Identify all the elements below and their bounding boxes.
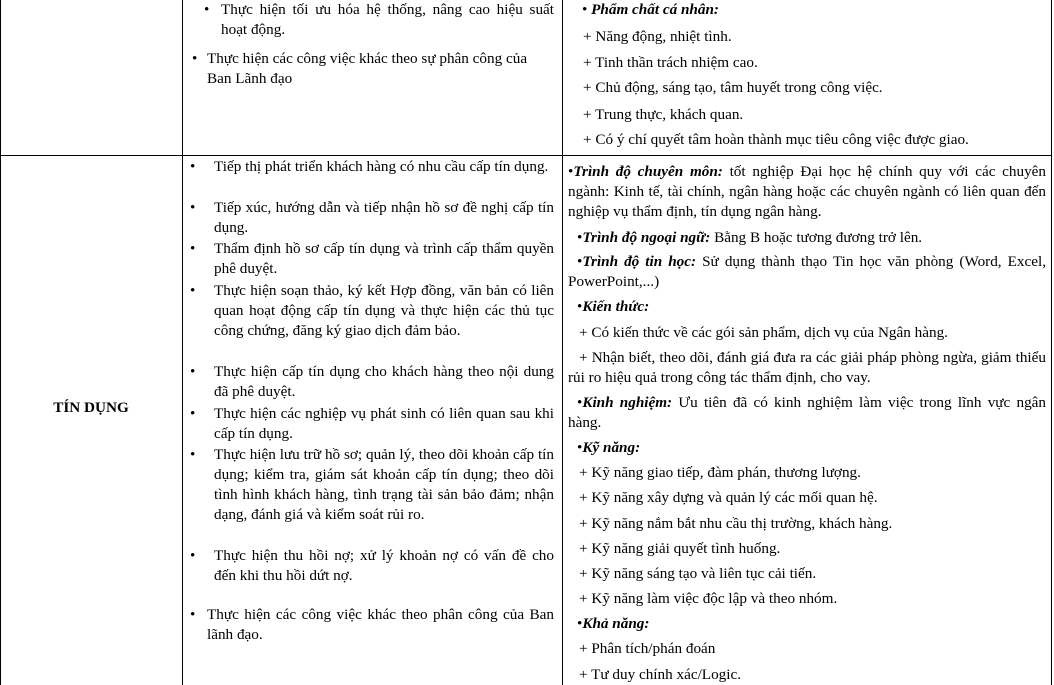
req-item: + Kỹ năng giao tiếp, đàm phán, thương lượng. [579, 464, 861, 481]
table-border-left [0, 0, 1, 685]
req-item: + Kỹ năng giải quyết tình huống. [579, 540, 781, 557]
duty-item: • Thực hiện các công việc khác theo sự phân công của Ban Lãnh đạo [192, 50, 528, 87]
duty-item: • Thực hiện các công việc khác theo phân công của Ban lãnh đạo. [190, 606, 554, 643]
duty-item: • Tiếp xúc, hướng dẫn và tiếp nhận hồ sơ đề nghị cấp tín dụng. [190, 199, 554, 236]
req-skills-heading: •Kỹ năng: [577, 439, 641, 456]
column-divider-1 [182, 0, 183, 685]
duty-item: • Thực hiện lưu trữ hồ sơ; quản lý, theo dõi khoản cấp tín dụng; kiểm tra, giám sát khoản cấp tín dụng; theo dõi tình hình khách hàng, tình trạng tài sản bảo đảm; nhận dạng, đánh giá và kiểm soát rủi ro. [190, 446, 554, 523]
column-divider-2 [562, 0, 563, 685]
duty-item: • Thực hiện cấp tín dụng cho khách hàng theo nội dung đã phê duyệt. [190, 363, 554, 400]
req-heading-personal-qualities: • Phẩm chất cá nhân: [582, 1, 719, 18]
req-item: + Chủ động, sáng tạo, tâm huyết trong công việc. [583, 79, 883, 96]
req-item: + Kỹ năng làm việc độc lập và theo nhóm. [579, 590, 838, 607]
req-item: + Có ý chí quyết tâm hoàn thành mục tiêu công việc được giao. [583, 131, 969, 148]
req-item: + Kỹ năng xây dựng và quản lý các mối quan hệ. [579, 489, 878, 506]
req-item: + Phân tích/phán đoán [579, 640, 716, 657]
req-it-skills: •Trình độ tin học: Sử dụng thành thạo Tin học văn phòng (Word, Excel, PowerPoint,...) [568, 253, 1047, 290]
duty-item: • Thẩm định hồ sơ cấp tín dụng và trình cấp thẩm quyền phê duyệt. [190, 240, 554, 277]
duty-item: • Thực hiện tối ưu hóa hệ thống, nâng cao hiệu suất hoạt động. [204, 1, 554, 38]
req-education: •Trình độ chuyên môn: tốt nghiệp Đại học hệ chính quy với các chuyên ngành: Kinh tế, tài chính, ngân hàng hoặc các chuyên ngành có liên quan đến nghiệp vụ thẩm định, tín dụng ngân hàng. [568, 163, 1046, 220]
req-item: + Tư duy chính xác/Logic. [579, 666, 742, 683]
req-item: + Kỹ năng nắm bắt nhu cầu thị trường, khách hàng. [579, 515, 893, 532]
req-item: + Có kiến thức về các gói sản phẩm, dịch vụ của Ngân hàng. [579, 324, 948, 341]
duty-item: • Thực hiện thu hồi nợ; xử lý khoản nợ có vấn đề cho đến khi thu hồi dứt nợ. [190, 547, 554, 584]
req-item: + Nhận biết, theo dõi, đánh giá đưa ra các giải pháp phòng ngừa, giảm thiểu rủi ro hiệu quả trong công tác thẩm định, cho vay. [568, 349, 1046, 386]
req-item: + Trung thực, khách quan. [583, 106, 744, 123]
department-name: TÍN DỤNG [53, 399, 129, 416]
req-item: + Kỹ năng sáng tạo và liên tục cải tiến. [579, 565, 817, 582]
req-item: + Tinh thần trách nhiệm cao. [583, 54, 758, 71]
table-border-right [1051, 0, 1052, 685]
duty-item: • Thực hiện soạn thảo, ký kết Hợp đồng, văn bản có liên quan hoạt động cấp tín dụng và thực hiện các thủ tục công chứng, đăng ký giao dịch đảm bảo. [190, 282, 554, 339]
req-experience: •Kinh nghiệm: Ưu tiên đã có kinh nghiệm làm việc trong lĩnh vực ngân hàng. [568, 394, 1046, 431]
row-divider [0, 155, 1052, 156]
req-item: + Năng động, nhiệt tình. [583, 28, 732, 45]
req-ability-heading: •Khả năng: [577, 615, 650, 632]
req-knowledge-heading: •Kiến thức: [577, 298, 650, 315]
duty-item: • Tiếp thị phát triển khách hàng có nhu cầu cấp tín dụng. [190, 158, 549, 175]
duty-item: • Thực hiện các nghiệp vụ phát sinh có liên quan sau khi cấp tín dụng. [190, 405, 554, 442]
req-language: •Trình độ ngoại ngữ: Bằng B hoặc tương đương trở lên. [577, 229, 923, 246]
